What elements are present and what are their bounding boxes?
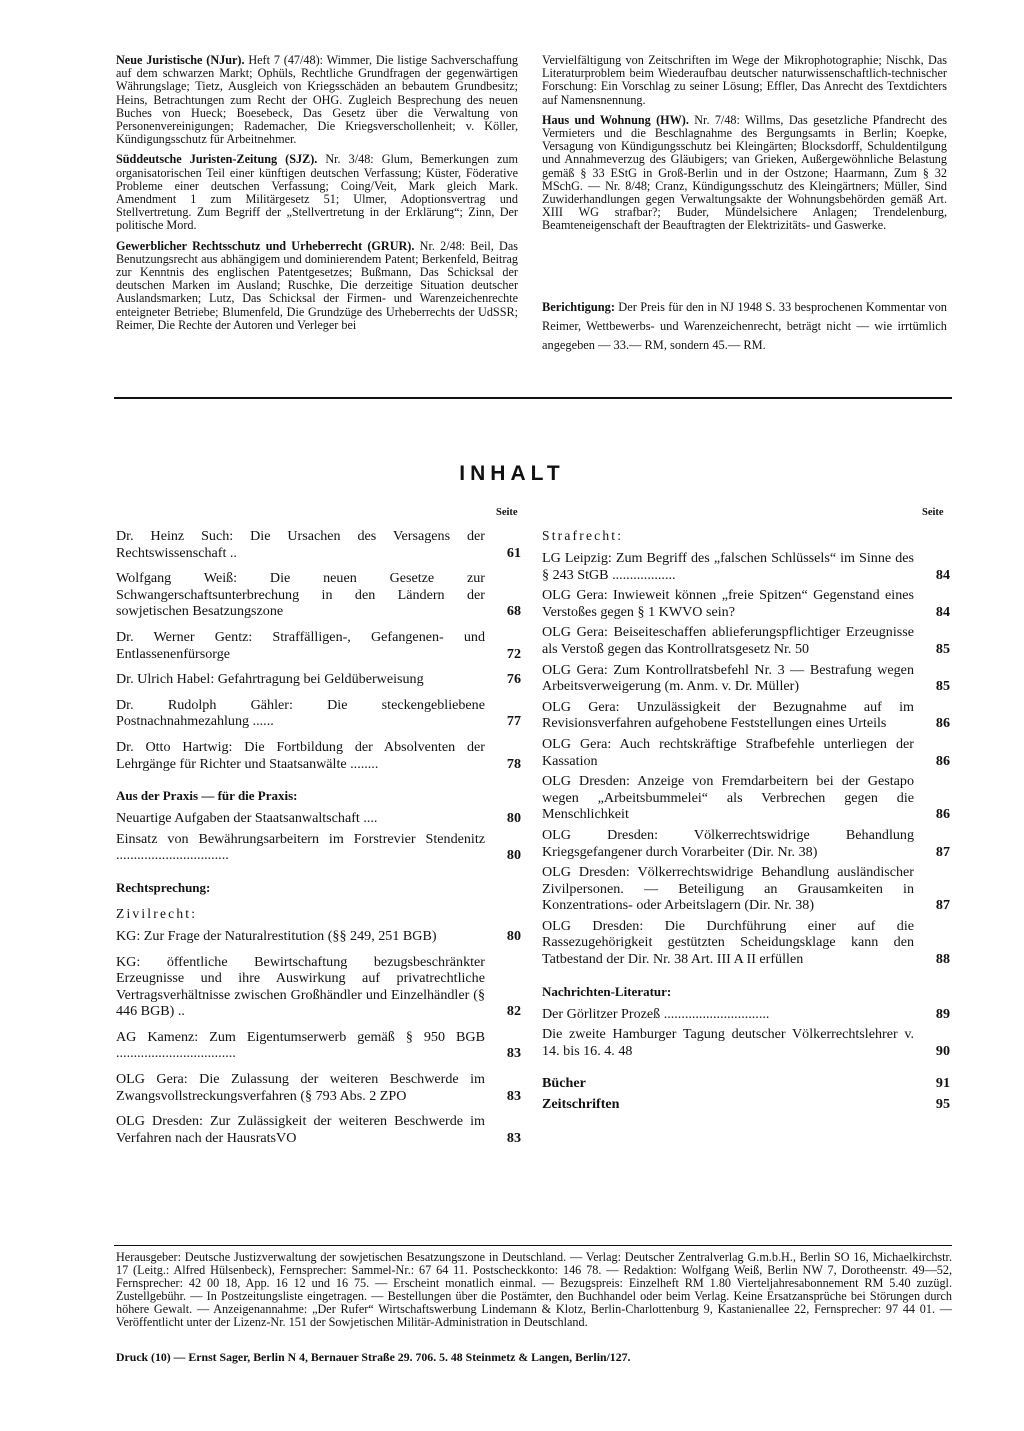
correction-notice: Berichtigung: Der Preis für den in NJ 1948 S. 33 besprochenen Kommentar von Reimer, Wettbewerbs- und Warenzeichenrecht, beträgt nicht — wie irrtümlich angegeben — 33.— RM, sondern 45.— RM. bbox=[542, 300, 947, 352]
toc-entry: OLG Gera: Die Zulassung der weiteren Beschwerde im Zwangsvollstreckungsverfahren (§ 793 Abs. 2 ZPO 83 bbox=[116, 1071, 521, 1104]
toc-title: INHALT bbox=[459, 462, 565, 485]
periodical-njur: Neue Juristische (NJur). Heft 7 (47/48): Wimmer, Die listige Sachverschaffung auf dem schwarzen Markt; Ophüls, Rechtliche Grundfragen der gegenwärtigen Währungslage; Tietz, Ausgleich von Kriegsschäden an bebautem Grundbesitz; Heins, Betrachtungen zum Recht der OHG. Zugleich Besprechung des neuen Buches von Hueck; Boesebeck, Das Gesetz über die Verwaltung von Personenvereinigungen; Rademacher, Die Kriegsverschollenheit; v. Köller, Kündigungsschutz für Arbeitnehmer. bbox=[116, 53, 519, 147]
toc-entry: Dr. Rudolph Gähler: Die steckengebliebene Postnachnahmezahlung ...... 77 bbox=[116, 696, 521, 730]
toc-entry: Dr. Heinz Such: Die Ursachen des Versagens der Rechtswissenschaft .. 61 bbox=[116, 528, 521, 561]
toc-entry: OLG Gera: Inwieweit können „freie Spitzen“ Gegenstand eines Verstoßes gegen § 1 KWVO sein? 84 bbox=[542, 587, 950, 620]
toc-entry: Dr. Ulrich Habel: Gefahrtragung bei Geldüberweisung 76 bbox=[116, 671, 521, 688]
subsection-heading-zivilrecht: Zivilrecht: bbox=[116, 905, 198, 921]
imprint: Herausgeber: Deutsche Justizverwaltung der sowjetischen Besatzungszone in Deutschland. — Verlag: Deutscher Zentralverlag G.m.b.H., Berlin SO 16, Michaelkirchstr. 17 (Leitg.: Alfred Hülsenbeck), Fernsprecher: Sammel-Nr.: 67 64 11. Postscheckkonto: 146 78. — Redaktion: Wolfgang Weiß, Berlin NW 7, Dorotheenstr. 49—52, Fernsprecher: 42 00 18, App. 16 12 und 16 75. — Erscheint monatlich einmal. — Bezugspreis: Einzelheft RM 1.80 Vierteljahresabonnement RM 5.40 zuzügl. Zustellgebühr. — In Postzeitungsliste eingetragen. — Bestellungen über die Postämter, den Buchhandel oder beim Verlag. Keine Ersatzansprüche bei Störungen durch höhere Gewalt. — Anzeigenannahme: „Der Rufer“ Wirtschaftswerbung Lindemann & Klotz, Berlin-Charlottenburg 9, Kastanienallee 22, Fernsprecher: 97 44 01. — Veröffentlicht unter der Lizenz-Nr. 151 der Sowjetischen Militär-Administration in Deutschland. bbox=[116, 1250, 952, 1330]
section-heading-praxis: Aus der Praxis — für die Praxis: bbox=[116, 788, 298, 804]
page-column-header-left: Seite bbox=[496, 507, 518, 518]
page-column-header-right: Seite bbox=[922, 507, 944, 518]
toc-entry-buecher: Bücher 91 bbox=[542, 1075, 950, 1092]
divider-bottom bbox=[114, 1245, 952, 1246]
toc-entry: OLG Gera: Zum Kontrollratsbefehl Nr. 3 — Bestrafung wegen Arbeitsverweigerung (m. Anm. v. Dr. Müller) 85 bbox=[542, 661, 950, 695]
toc-entry: Wolfgang Weiß: Die neuen Gesetze zur Schwangerschaftsunterbrechung in den Ländern der sowjetischen Besatzungszone 68 bbox=[116, 570, 521, 620]
toc-articles bbox=[116, 528, 521, 772]
toc-entry: LG Leipzig: Zum Begriff des „falschen Schlüssels“ im Sinne des § 243 StGB .................. 84 bbox=[542, 550, 950, 583]
toc-entry: Die zweite Hamburger Tagung deutscher Völkerrechtslehrer v. 14. bis 16. 4. 48 90 bbox=[542, 1026, 950, 1059]
toc-entry: OLG Dresden: Anzeige von Fremdarbeitern bei der Gestapo wegen „Arbeitsbummelei“ als Verbrechen gegen die Menschlichkeit 86 bbox=[542, 773, 950, 823]
toc-entry: OLG Gera: Unzulässigkeit der Bezugnahme auf im Revisionsverfahren aufgehobene Feststellungen eines Urteils 86 bbox=[542, 698, 950, 732]
toc-entry: OLG Dresden: Völkerrechtswidrige Behandlung ausländischer Zivilpersonen. — Beteiligung an Grausamkeiten in Konzentrations- oder Arbeitslagern (Dir. Nr. 38) 87 bbox=[542, 864, 950, 914]
toc-right-column bbox=[542, 528, 950, 1122]
divider-top bbox=[114, 397, 952, 399]
toc-entry: Dr. Werner Gentz: Straffälligen-, Gefangenen- und Entlassenenfürsorge 72 bbox=[116, 628, 521, 662]
periodical-grur: Gewerblicher Rechtsschutz und Urheberrecht (GRUR). Nr. 2/48: Beil, Das Benutzungsrecht aus abhängigem und dominierendem Patent; Berkenfeld, Beitrag zur Kenntnis des englischen Patentgesetzes; Bußmann, Das Schicksal der deutschen Marken im Ausland; Ruschke, Die derzeitige Situation deutscher Auslandsmarken; Lutz, Das Schicksal der Firmen- und Warenzeichenrechte enteigneter Betriebe; Blumenfeld, Die Grundzüge des Urheberrechts der UdSSR; Reimer, Die Rechte der Autoren und Verleger bei bbox=[116, 238, 518, 332]
toc-entry: OLG Dresden: Zur Zulässigkeit der weiteren Beschwerde im Verfahren nach der HausratsVO 83 bbox=[116, 1113, 521, 1146]
toc-entry: OLG Gera: Auch rechtskräftige Strafbefehle unterliegen der Kassation 86 bbox=[542, 735, 950, 769]
toc-entry: OLG Gera: Beiseiteschaffen ablieferungspflichtiger Erzeugnisse als Verstoß gegen das Kontrollratsgesetz Nr. 50 85 bbox=[542, 624, 950, 657]
toc-entry: Neuartige Aufgaben der Staatsanwaltschaft .... 80 bbox=[116, 810, 521, 827]
periodical-hw: Haus und Wohnung (HW). Nr. 7/48: Willms, Das gesetzliche Pfandrecht des Vermieters und die Beschlagnahme des Bergungsamts in Berlin; Koepke, Versagung von Kündigungsschutz bei Kleingärten; Blocksdorff, Schuldentilgung und Annahmeverzug des Gläubigers; van Grieken, Außergewöhnliche Belastung gemäß § 33 EStG in Groß-Berlin und in der Ostzone; Haarmann, Zum § 32 MSchG. — Nr. 8/48; Cranz, Kündigungsschutz des Kleingärtners; Müller, Sind Zuwiderhandlungen gegen Verwaltungsakte der Wohnungsbehörden gemäß Art. XIII WG strafbar?; Buder, Mündelsichere Anlagen; Trendelenburg, Beamteneigenschaft der Beauftragten der Elektrizitäts- und Gaswerke. bbox=[542, 112, 947, 233]
print-line: Druck (10) — Ernst Sager, Berlin N 4, Bernauer Straße 29. 706. 5. 48 Steinmetz & Langen, Berlin/127. bbox=[116, 1350, 631, 1364]
toc-left-column bbox=[116, 528, 521, 1155]
toc-entry: OLG Dresden: Völkerrechtswidrige Behandlung Kriegsgefangener durch Vorarbeiter (Dir. Nr. 38) 87 bbox=[542, 826, 950, 860]
toc-entry-zeitschriften: Zeitschriften 95 bbox=[542, 1096, 950, 1113]
periodical-sjz: Süddeutsche Juristen-Zeitung (SJZ). Nr. 3/48: Glum, Bemerkungen zum organisatorischen Teil einer künftigen deutschen Verfassung; Küster, Föderative Probleme einer deutschen Verfassung; Coing/Veit, Mark gleich Mark. Amendment 1 zum Militärgesetz 51; Ulmer, Adoptionsvertrag und Stellvertretung. Zum Begriff der „Stellvertretung in der Erklärung“; Zinn, Der politische Mord. bbox=[116, 152, 518, 233]
periodicals-right-column bbox=[542, 54, 947, 240]
toc-entry: OLG Dresden: Die Durchführung einer auf die Rassezugehörigkeit gestützten Scheidungsklage kann den Tatbestand der Dir. Nr. 38 Art. III A II erfüllen 88 bbox=[542, 917, 950, 968]
periodicals-left-column bbox=[116, 54, 518, 339]
periodical-grur-continued: Vervielfältigung von Zeitschriften im Wege der Mikrophotographie; Nischk, Das Literaturproblem beim Wiederaufbau deutscher naturwissenschaftlich-technischer Forschung: Ein Vorschlag zu seiner Lösung; Effler, Das Anrecht des Textdichters auf Namensnennung. bbox=[542, 53, 947, 107]
section-heading-rechtsprechung: Rechtsprechung: bbox=[116, 879, 211, 895]
toc-entry: Dr. Otto Hartwig: Die Fortbildung der Absolventen der Lehrgänge für Richter und Staatsanwälte ........ 78 bbox=[116, 738, 521, 772]
section-heading-nachrichten: Nachrichten-Literatur: bbox=[542, 983, 672, 999]
toc-entry: KG: öffentliche Bewirtschaftung bezugsbeschränkter Erzeugnisse und ihre Auswirkung auf privatrechtliche Vertragsverhältnisse zwischen Großhändler und Einzelhändler (§ 446 BGB) .. 82 bbox=[116, 953, 521, 1020]
toc-entry: KG: Zur Frage der Naturalrestitution (§§ 249, 251 BGB) 80 bbox=[116, 927, 521, 944]
toc-entry: AG Kamenz: Zum Eigentumserwerb gemäß § 950 BGB .................................. 83 bbox=[116, 1028, 521, 1062]
subsection-heading-strafrecht: Strafrecht: bbox=[542, 528, 624, 543]
toc-entry: Einsatz von Bewährungsarbeitern im Forstrevier Stendenitz ................................ 80 bbox=[116, 830, 521, 864]
toc-entry: Der Görlitzer Prozeß .............................. 89 bbox=[542, 1005, 950, 1022]
